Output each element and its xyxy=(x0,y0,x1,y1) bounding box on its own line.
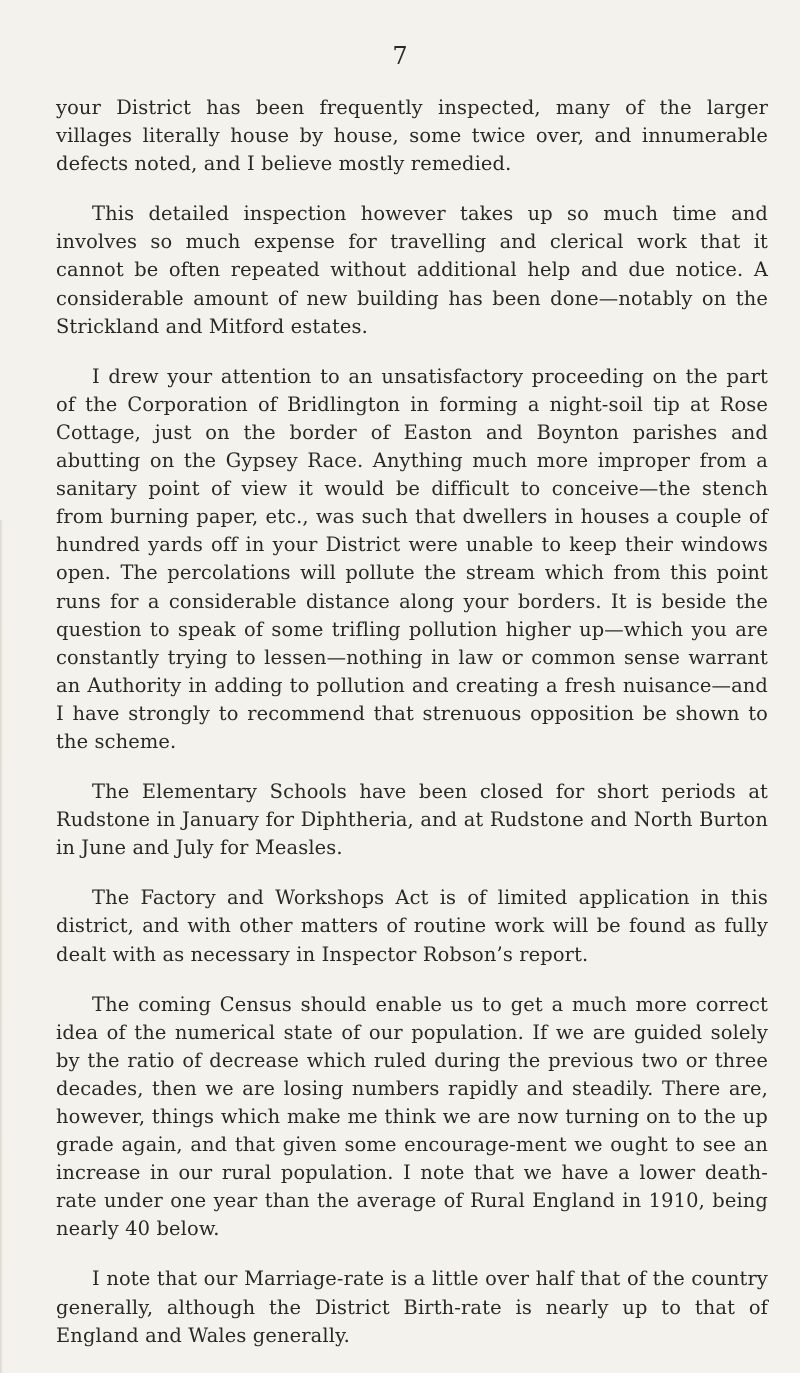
body-text xyxy=(56,94,768,1372)
paragraph-factory-act: The Factory and Workshops Act is of limited application in this district, and with other matters of routine work will be found as fully dealt with as necessary in Inspector Robson’s report. xyxy=(56,886,768,966)
paragraph-inspection-cost: This detailed inspection however takes up so much time and involves so much expense for travelling and clerical work that it cannot be often repeated without additional help and due notice. A considerable amount of new building has been done—notably on the Strickland and Mitford estates. xyxy=(56,202,768,338)
paragraph-night-soil-tip: I drew your attention to an unsatisfactory proceeding on the part of the Corporation of Bridlington in forming a night-soil tip at Rose Cottage, just on the border of Easton and Boynton parishes and abutting on the Gypsey Race. Anything much more improper from a sanitary point of view it would be difficult to conceive—the stench from burning paper, etc., was such that dwellers in houses a couple of hundred yards off in your District were unable to keep their windows open. The percolations will pollute the stream which from this point runs for a considerable distance along your borders. It is beside the question to speak of some trifling pollution higher up—which you are constantly trying to lessen—nothing in law or common sense warrant an Authority in adding to pollution and creating a fresh nuisance—and I have strongly to recommend that strenuous opposition be shown to the scheme. xyxy=(56,364,768,753)
page-binding-shadow xyxy=(0,520,3,1373)
page-number: 7 xyxy=(392,42,408,70)
paragraph-continued: your District has been frequently inspected, many of the larger villages literally house by house, some twice over, and innumerable defects noted, and I believe mostly remedied. xyxy=(56,96,768,176)
paragraph-school-closures: The Elementary Schools have been closed for short periods at Rudstone in January for Diphtheria, and at Rudstone and North Burton in June and July for Measles. xyxy=(56,780,768,860)
paragraph-census: The coming Census should enable us to get a much more correct idea of the numerical state of our population. If we are guided solely by the ratio of decrease which ruled during the previous two or three decades, then we are losing numbers rapidly and steadily. There are, however, things which make me think we are now turning on to the up grade again, and that given some encourage-ment we ought to see an increase in our rural population. I note that we have a lower death-rate under one year than the average of Rural England in 1910, being nearly 40 below. xyxy=(56,992,768,1241)
paragraph-marriage-rate: I note that our Marriage-rate is a little over half that of the country generally, although the District Birth-rate is nearly up to that of England and Wales generally. xyxy=(56,1267,768,1347)
